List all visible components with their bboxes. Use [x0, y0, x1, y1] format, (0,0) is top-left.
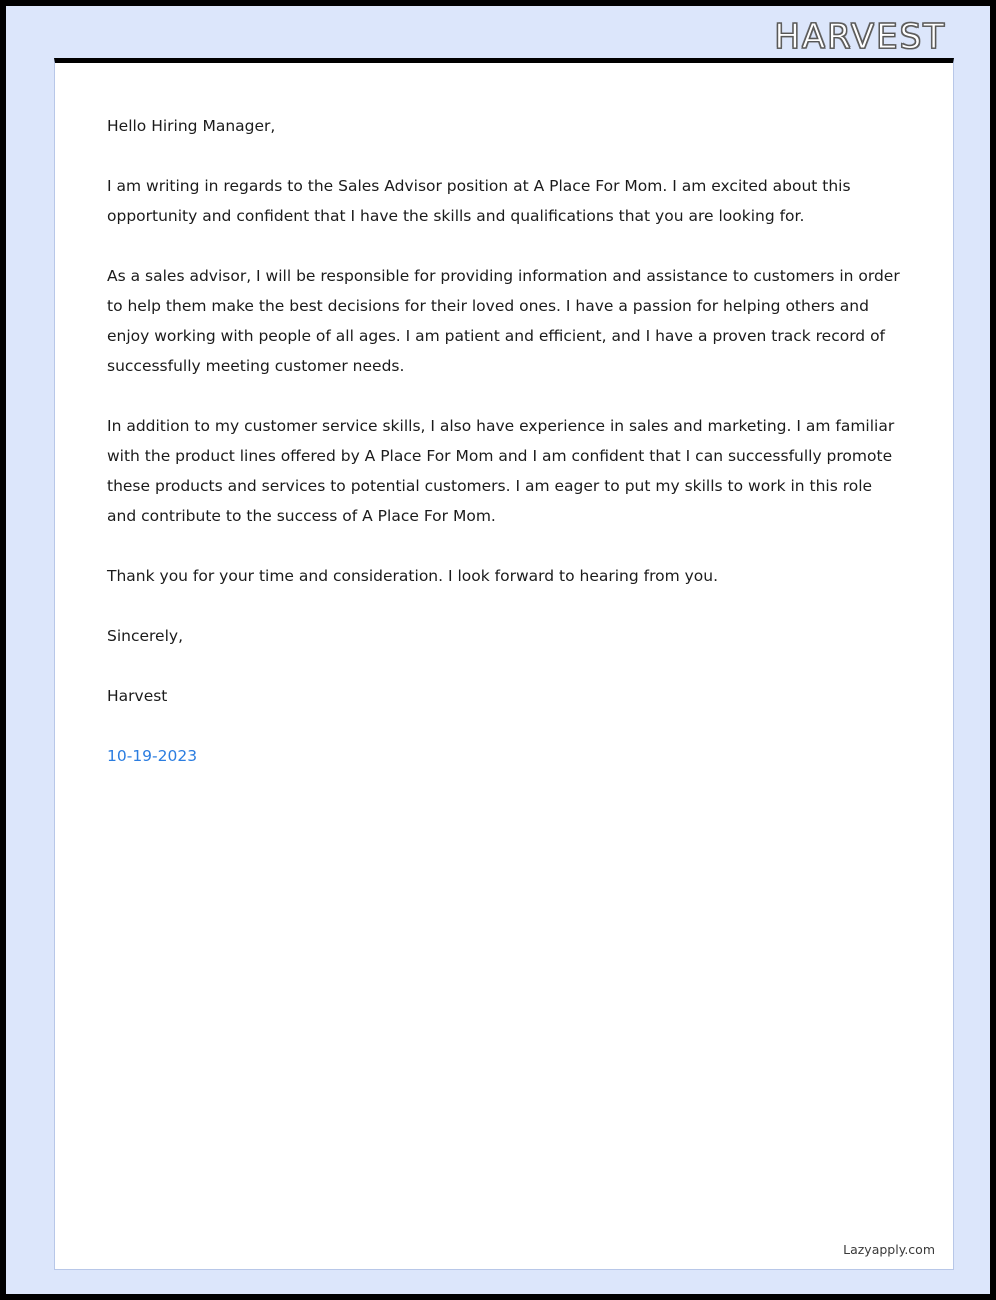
footer-credit: Lazyapply.com	[843, 1242, 935, 1257]
letter-salutation: Hello Hiring Manager,	[107, 117, 276, 135]
letter-paragraph-4: Thank you for your time and consideration. I look forward to hearing from you.	[107, 567, 719, 585]
letter-sheet	[54, 58, 954, 1270]
letter-date: 10-19-2023	[107, 747, 198, 765]
brand-header	[12, 12, 984, 57]
letter-closing: Sincerely,	[107, 627, 184, 645]
brand-title: HARVEST	[774, 17, 946, 57]
letter-signature-name: Harvest	[107, 687, 168, 705]
letter-content	[107, 111, 905, 801]
letter-paragraph-3: In addition to my customer service skills, I also have experience in sales and marketing. I am familiar with the product lines offered by A Place For Mom and I am confident that I can successfully promote these products and services to potential customers. I am eager to put my skills to work in this role and contribute to the success of A Place For Mom.	[107, 417, 895, 525]
letter-paragraph-1: I am writing in regards to the Sales Advisor position at A Place For Mom. I am excited about this opportunity and confident that I have the skills and qualifications that you are looking for.	[107, 177, 851, 225]
letter-paragraph-2: As a sales advisor, I will be responsible for providing information and assistance to customers in order to help them make the best decisions for their loved ones. I have a passion for helping others and enjoy working with people of all ages. I am patient and efficient, and I have a proven track record of successfully meeting customer needs.	[107, 267, 900, 375]
